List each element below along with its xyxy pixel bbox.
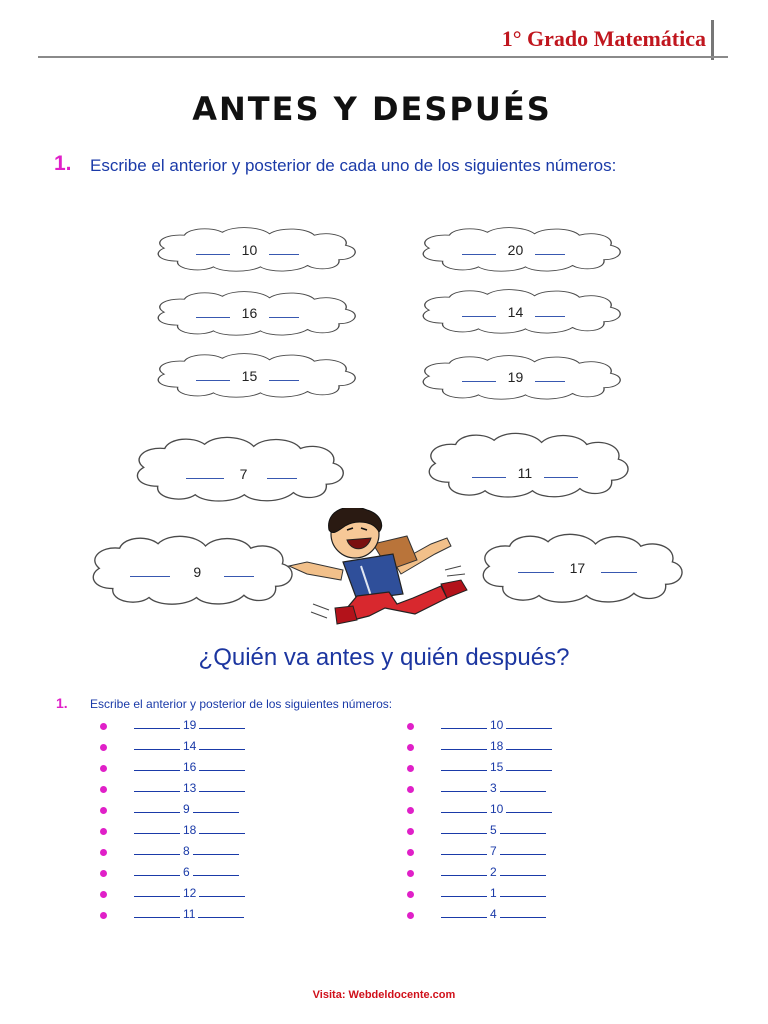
cloud-number-item: 14 [462,304,565,320]
bullet-icon [100,849,107,856]
cloud-number-item: 17 [518,560,637,576]
cloud-number-item: 19 [462,369,565,385]
bullet-icon [407,891,414,898]
bullet-icon [100,765,107,772]
cloud-number-item: 15 [196,368,299,384]
cloud-number-item: 16 [196,305,299,321]
cloud-number-item: 10 [196,242,299,258]
page-title: ANTES Y DESPUÉS [192,90,552,128]
cloud-number-item: 9 [130,564,254,580]
cartoon-boy-illustration [285,508,475,628]
grade-title: 1° Grado Matemática [501,26,706,51]
bullet-icon [100,870,107,877]
cloud-number-item: 11 [472,465,578,481]
cloud-number-item: 20 [462,242,565,258]
exercise-2-number: 1. [56,695,68,711]
exercise-1-number: 1. [54,152,72,175]
bullet-icon [407,807,414,814]
bullet-icon [407,828,414,835]
bullet-icon [100,786,107,793]
bullet-icon [407,786,414,793]
bullet-icon [100,744,107,751]
exercise-1-instruction: Escribe el anterior y posterior de cada uno de los siguientes números: [90,156,617,175]
bullet-icon [100,723,107,730]
bullet-icon [100,807,107,814]
bullet-icon [407,870,414,877]
footer-website: Visita: Webdeldocente.com [312,989,456,1001]
bullet-icon [407,765,414,772]
bullet-icon [407,744,414,751]
cloud-number-item: 7 [186,466,297,482]
bullet-icon [100,891,107,898]
bullet-icon [100,912,107,919]
bullet-icon [407,849,414,856]
exercise-2-instruction: Escribe el anterior y posterior de los siguientes números: [90,697,393,711]
bullet-icon [100,828,107,835]
section-subtitle: ¿Quién va antes y quién después? [198,644,570,671]
bullet-icon [407,912,414,919]
bullet-icon [407,723,414,730]
